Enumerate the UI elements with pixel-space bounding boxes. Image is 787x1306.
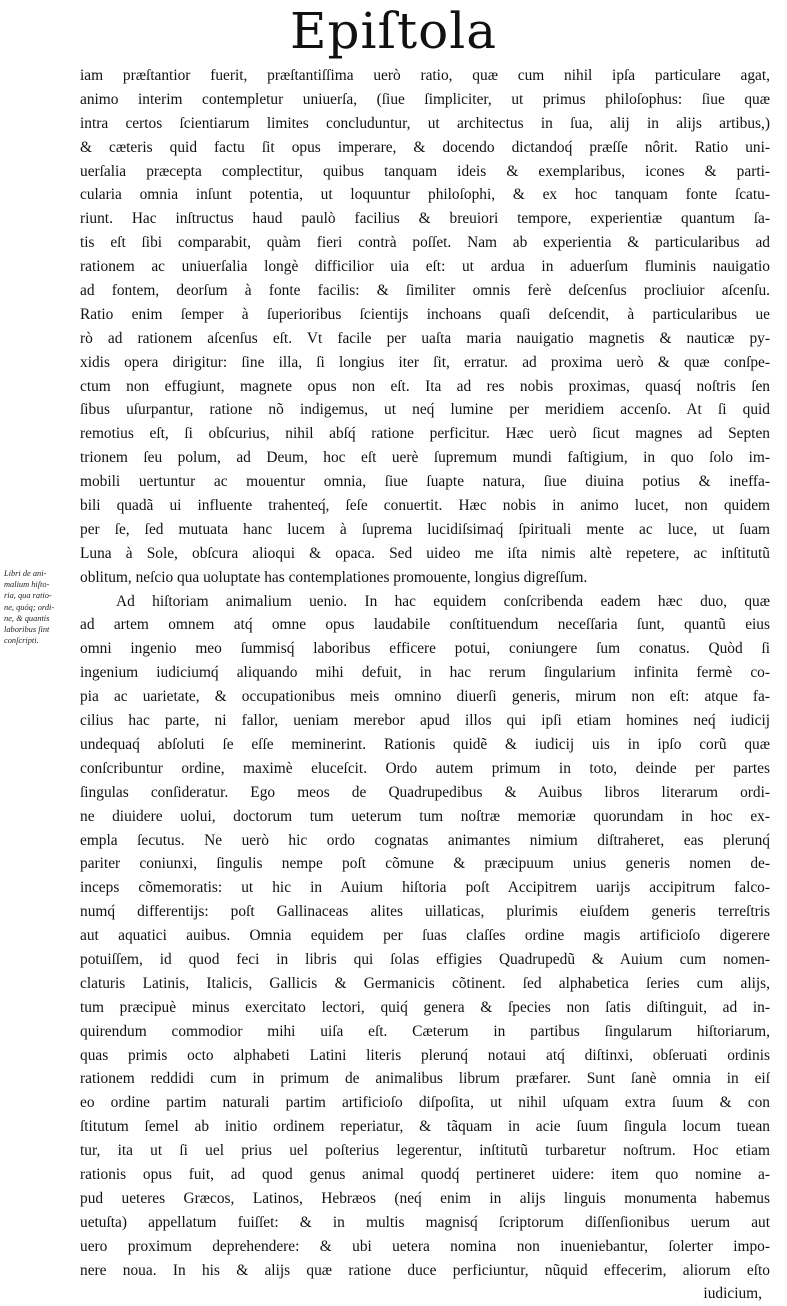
text-line: rationem reddidi cum in primum de animalibus librum præfarer. Sunt ſanè omnia in eiſ [80, 1070, 770, 1088]
marginal-note-line: laboribus ſint [4, 625, 50, 635]
text-line: quas primis octo alphabeti Latini literis plerunq́ notaui atq́ diſtinxi, obſeruati ordinis [80, 1046, 770, 1064]
text-line: omni ingenio meo ſummisq́ laboribus efficere potui, coniungere ſum conatus. Quòd ſi [80, 640, 770, 658]
text-line: rationis opus fuit, ad quod genus animal quodq́ pertineret uidere: item quo nomine a- [80, 1165, 770, 1183]
text-line: ne diuidere uolui, doctorum tum ueterum tum noſtræ memoriæ quorundam in hoc ex- [80, 807, 770, 825]
text-line: cilius hac parte, ni fallor, ueniam merebor apud illos qui ipſi etiam homines neq́ iudicij [80, 712, 770, 730]
text-line: tum præcipuè minus exercitato lectori, quiq́ genera & ſpecies non ſatis diſtinguit, ad in- [80, 998, 770, 1016]
text-line: uetuſta) appellatum fuiſſet: & in multis magnisq́ ſcriptorum diſſenſionibus uerum aut [80, 1213, 770, 1231]
text-line: intra certos ſcientiarum limites concluduntur, ut architectus in ſua, alij in alijs artibus,) [80, 114, 770, 132]
text-line: numq́ differentijs: poſt Gallinaceas alites uillaticas, plurimis eiuſdem generis terreſtris [80, 903, 770, 921]
text-line: cularia omnia inſunt potentia, ut loquuntur philoſophi, & ex hoc tanquam fonte ſcatu- [80, 186, 770, 204]
text-line: nere noua. In his & alijs quæ ratione duce perficiuntur, nũquid effecerim, aliorum eſto [80, 1261, 770, 1279]
marginal-note [4, 568, 74, 646]
text-line: inceps cõmemoratis: ut hic in Auium hiſtoria poſt Accipitrem uarijs accipitrum falco- [80, 879, 770, 897]
text-line: ſibus uſurpantur, ratione nõ indigemus, ut neq́ lumine per meridiem accenſo. At ſi quid [80, 401, 770, 419]
text-line: Luna à Sole, obſcura alioqui & opaca. Sed uideo me iſta nimis altè repetere, ac inſtitutũ [80, 544, 770, 562]
text-line: ctum non effugiunt, magnete opus non eſt. Ita ad res nobis proximas, quasq́ noſtris ſen [80, 377, 770, 395]
text-line: rò ad rationem aſcenſus eſt. Vt facile per uaſta maria nauigatio magnetis & nauticæ py- [80, 329, 770, 347]
text-line: pariter coniunxi, ſingulis nempe poſt cõmune & præcipuum unius generis nomen de- [80, 855, 770, 873]
text-line: pia ac uarietate, & occupationibus meis omnino diuerſi generis, mirum non eſt: atque fa- [80, 688, 770, 706]
text-line: undequaq́ abſoluti ſe eſſe meminerint. Rationis quidẽ & iudicij uis in ipſo corũ quæ [80, 735, 770, 753]
marginal-note-line: ne, quóq; ordi- [4, 602, 55, 612]
text-line: animo interim contempletur uniuerſa, (ſiue ſimpliciter, ut primus philoſophus: ſiue quæ [80, 90, 770, 108]
text-line: ad fontem, deorſum à fonte facilis: & ſimiliter omnis ferè deſcenſus procliuior aſcenſu. [80, 282, 770, 300]
text-line: rationem ac uniuerſalia longè difficilior uia eſt: ut ardua in aduerſum fluminis nauigatio [80, 258, 770, 276]
text-line: ſingulas conſideratur. Ego meos de Quadrupedibus & Auibus libros literarum ordi- [80, 783, 770, 801]
text-line: riunt. Hac inſtructus haud paulò facilius & breuiori tempore, experientiæ quantum ſa- [80, 210, 770, 228]
text-line: tis eſt ſibi comparabit, quàm fieri contrà poſſet. Nam ab experientia & particularibus ad [80, 234, 770, 252]
text-line: uero proximum deprehendere: & ubi uetera nomina non inueniebantur, ſolerter impo- [80, 1237, 770, 1255]
text-line: oblitum, neſcio qua uoluptate has contemplationes promouente, longius digreſſum. [80, 568, 588, 586]
text-line: xidis opera dirigitur: ſine illa, ſi longius iter ſit, erratur. ad proxima uerò & quæ conſpe- [80, 353, 770, 371]
text-line: iam præſtantior fuerit, præſtantiſſima uerò ratio, quæ cum nihil ipſa particulare agat, [80, 67, 770, 84]
text-line: potuiſſem, id quod feci in libris qui ſolas effigies Quadrupedũ & Auium cum nomen- [80, 950, 770, 968]
text-line: & cæteris quid factu ſit opus imperare, & docendo dictandoq́ præſſe nôrit. Ratio uni- [80, 138, 770, 156]
text-line: pud ueteres Græcos, Latinos, Hebræos (neq́ enim in alijs linguis monumenta habemus [80, 1189, 770, 1207]
marginal-note-line: malium hiſto- [4, 580, 50, 590]
text-line: Ad hiſtoriam animalium uenio. In hac equidem conſcribenda eadem hæc duo, quæ [116, 592, 770, 610]
text-line: mobili uertuntur ac mouentur omnia, ſiue ſuapte natura, ſiue diuina potius & ineffa- [80, 473, 770, 491]
marginal-note-line: conſcripti. [4, 636, 39, 646]
marginal-note-line: ne, & quantis [4, 613, 50, 623]
text-line: claturis Latinis, Italicis, Gallicis & Germanicis cõtinent. ſed alphabetica ſeries cum alijs, [80, 974, 770, 992]
text-line: empla ſecutus. Ne uerò hic ordo cognatas animantes nimium diſtraheret, eas plerunq́ [80, 831, 770, 849]
text-line: conſcribuntur ordine, maximè eluceſcit. Ordo autem primum in toto, deinde per partes [80, 759, 770, 777]
body-text [80, 64, 770, 1306]
text-line: quirendum commodior mihi uiſa eſt. Cæterum in partibus ſingularum hiſtoriarum, [80, 1022, 770, 1040]
marginal-note-line: Libri de ani- [4, 569, 47, 578]
text-line: ingenium iudiciumq́ aliquando mihi defuit, in hac rerum ſingularium infinita fermè co- [80, 664, 770, 682]
text-line: ad artem omnem atq́ omne opus laudabile conſtituendum neceſſaria ſunt, quantũ eius [80, 616, 770, 634]
page-title: Epiſtola [290, 2, 497, 60]
text-line: aut aquatici auibus. Omnia equidem per ſuas claſſes ordine magis artificioſo digerere [80, 927, 770, 945]
text-line: trionem ſeu polum, ad Deum, hoc eſt uerè ſupremum mundi faſtigium, in quo ſolo im- [80, 449, 770, 467]
text-line: ſtitutum ſemel ab initio ordinem reperiatur, & tãquam in acie ſuum ſingula locum tuean [80, 1118, 770, 1136]
text-line: tur, ita ut ſi uel prius uel poſterius legerentur, inſtitutũ turbaretur noſtrum. Hoc etiam [80, 1142, 770, 1160]
text-line: bili quadã ui influente trahenteq́, ſeſe conuertit. Hæc nobis in animo lucet, non quidem [80, 497, 770, 515]
text-line: eo ordine partim naturali partim artificioſo diſpoſita, ut nihil uſquam extra ſuum & con [80, 1094, 770, 1112]
text-line: uerſalia præcepta complectitur, quibus tanquam ideis & exemplaribus, icones & parti- [80, 162, 770, 180]
text-line: per ſe, ſed mutuata hanc lucem à ſuprema lucidiſsimaq́ ſpirituali mente ac luce, ut ſuam [80, 520, 770, 538]
text-line: iudicium, [703, 1285, 762, 1303]
text-line: remotius eſt, ſi obſcurius, nihil abſq́ ratione perficitur. Hæc uerò ſicut magnes ad Septen [80, 425, 770, 443]
marginal-note-line: ria, qua ratio- [4, 591, 52, 601]
text-line: Ratio enim ſemper à ſuperioribus ſcientijs inchoans quaſi deſcendit, à particularibus ue [80, 305, 770, 323]
